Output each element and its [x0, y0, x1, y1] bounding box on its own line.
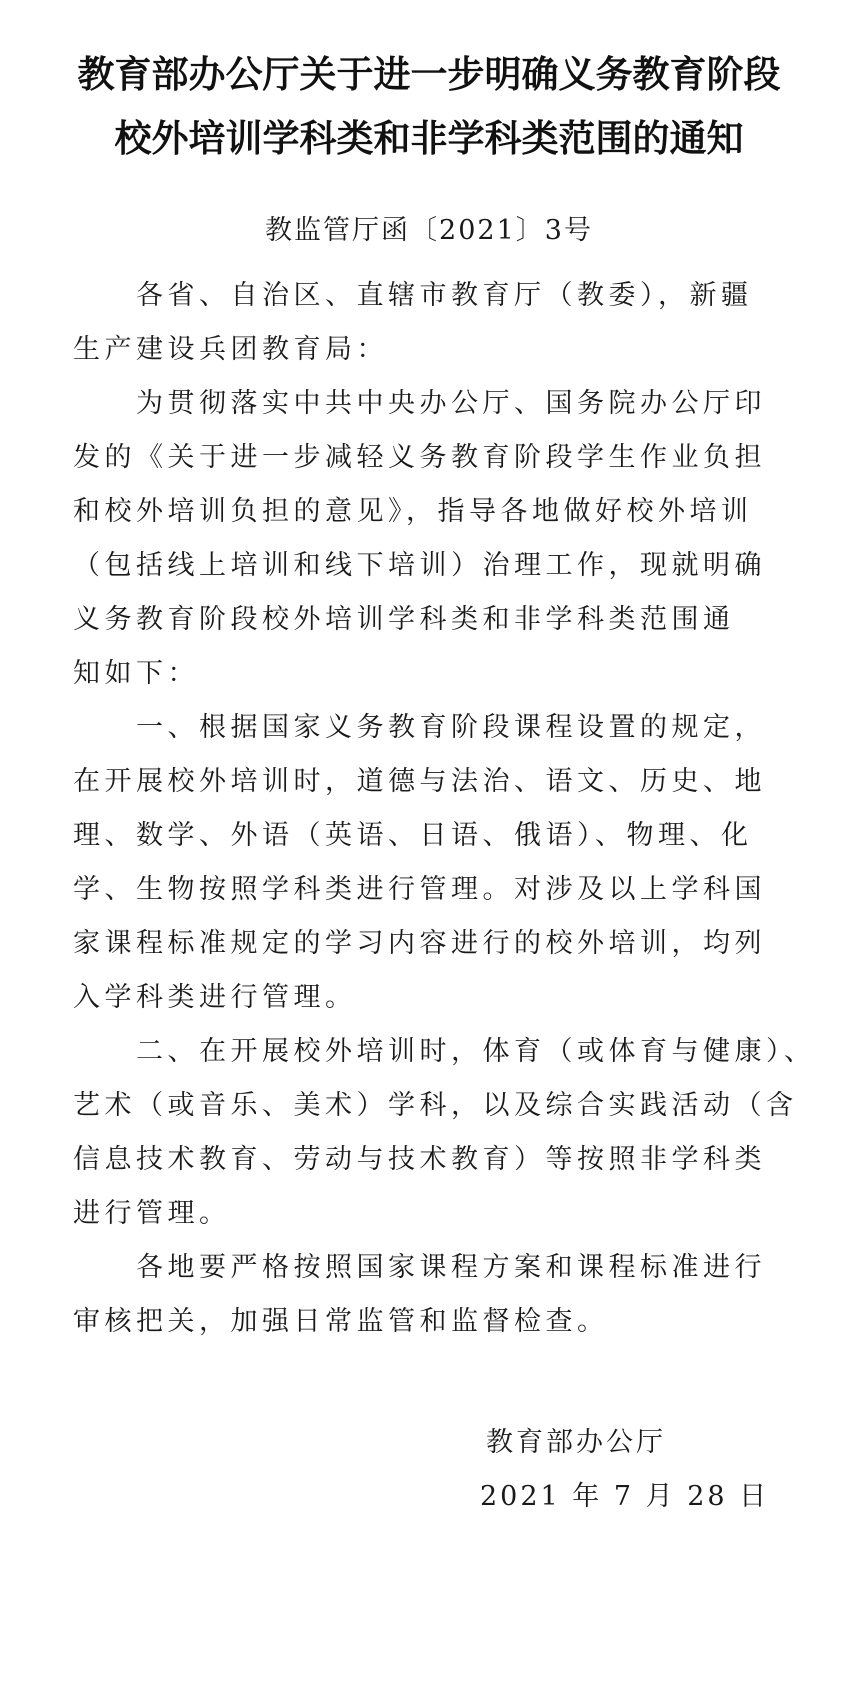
body-line: 各地要严格按照国家课程方案和课程标准进行	[73, 1252, 766, 1283]
body-line: 在开展校外培训时，道德与法治、语文、历史、地	[73, 766, 766, 797]
body-line: 家课程标准规定的学习内容进行的校外培训，均列	[73, 928, 766, 959]
body-line: 义务教育阶段校外培训学科类和非学科类范围通	[73, 604, 735, 635]
signature-issuer: 教育部办公厅	[486, 1427, 666, 1458]
body-line: 艺术（或音乐、美术）学科，以及综合实践活动（含	[73, 1090, 798, 1121]
signature-date: 2021 年 7 月 28 日	[480, 1481, 770, 1512]
body-line: 审核把关，加强日常监管和监督检查。	[73, 1306, 609, 1337]
body-line: 知如下：	[73, 658, 199, 689]
document-number: 教监管厅函〔2021〕3号	[265, 215, 593, 246]
document-title-line-1: 教育部办公厅关于进一步明确义务教育阶段	[77, 53, 781, 96]
body-line: 学、生物按照学科类进行管理。对涉及以上学科国	[73, 874, 766, 905]
body-line: 各省、自治区、直辖市教育厅（教委），新疆	[73, 280, 753, 311]
body-line: 入学科类进行管理。	[73, 982, 357, 1013]
body-line: 信息技术教育、劳动与技术教育）等按照非学科类	[73, 1144, 766, 1175]
body-line: 理、数学、外语（英语、日语、俄语）、物理、化	[73, 820, 753, 851]
body-line: 生产建设兵团教育局：	[73, 334, 388, 365]
document-title-line-2: 校外培训学科类和非学科类范围的通知	[114, 117, 744, 160]
body-line: 进行管理。	[73, 1198, 231, 1229]
body-line: 为贯彻落实中共中央办公厅、国务院办公厅印	[73, 388, 766, 419]
body-line: （包括线上培训和线下培训）治理工作，现就明确	[73, 550, 766, 581]
body-line: 二、在开展校外培训时，体育（或体育与健康）、	[73, 1036, 816, 1067]
body-line: 发的《关于进一步减轻义务教育阶段学生作业负担	[73, 442, 766, 473]
body-line: 和校外培训负担的意见》，指导各地做好校外培训	[73, 496, 753, 527]
body-line: 一、根据国家义务教育阶段课程设置的规定，	[73, 712, 766, 743]
